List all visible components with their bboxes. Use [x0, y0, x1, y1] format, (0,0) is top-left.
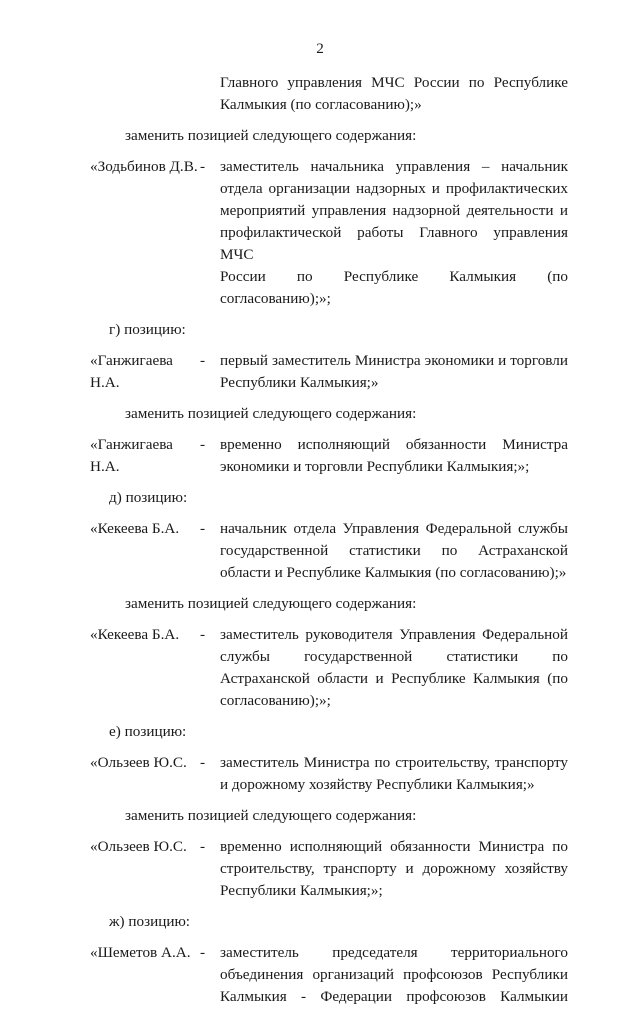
word: Республике [343, 268, 419, 285]
entry-description-main: заместитель начальника управления – начальник отдела организации надзорных и профилактических мероприятий управления надзорной деятельности и профилактической работы Главного управления МЧС [220, 158, 568, 263]
entry-description: временно исполняющий обязанности Министра экономики и торговли Республики Калмыкия;»; [220, 436, 568, 475]
item-g-heading: г) позицию: [109, 321, 186, 338]
entry-dash: - [200, 626, 206, 643]
entry-description-line-2: объединения организаций профсоюзов Республики [220, 966, 568, 983]
entry-dash: - [200, 158, 206, 175]
word: России [220, 268, 266, 285]
entry-name: «Кекеева Б.А. [90, 626, 180, 643]
entry-dash: - [200, 520, 206, 537]
entry-olzeev-old [0, 752, 640, 796]
entry-description-end: согласованию);»; [220, 290, 331, 307]
replace-instruction-1: заменить позицией следующего содержания: [125, 127, 417, 144]
entry-name: «Зодьбинов Д.В. [90, 158, 198, 175]
entry-description: временно исполняющий обязанности Министра по строительству, транспорту и дорожному хозяйству Республики Калмыкия;»; [220, 838, 568, 899]
entry-dash: - [200, 944, 206, 961]
entry-name: «Ользеев Ю.С. [90, 838, 187, 855]
entry-olzeev-new [0, 836, 640, 902]
page-number: 2 [316, 40, 324, 57]
entry-ganzhigaeva-old [0, 350, 640, 394]
replace-instruction-3: заменить позицией следующего содержания: [125, 595, 417, 612]
entry-shemetov-old [0, 942, 640, 1008]
entry-name-line-1: «Ганжигаева [90, 352, 173, 369]
replace-instruction-4: заменить позицией следующего содержания: [125, 807, 417, 824]
entry-name: «Ользеев Ю.С. [90, 754, 187, 771]
document-body [0, 72, 640, 1014]
entry-description-line-3: Калмыкия - Федерации профсоюзов Калмыкии [220, 988, 568, 1005]
entry-name-line-2: Н.А. [90, 374, 120, 391]
entry-name [90, 434, 200, 478]
entry-description: заместитель Министра по строительству, транспорту и дорожному хозяйству Республики Калмыкия;» [220, 754, 568, 793]
entry-name: «Кекеева Б.А. [90, 520, 180, 537]
entry-description-spread-line [220, 266, 568, 288]
item-e-heading: е) позицию: [109, 723, 187, 740]
entry-description: начальник отдела Управления Федеральной службы государственной статистики по Астраханской области и Республике Калмыкия (по согласованию);» [220, 520, 568, 581]
entry-name-line-1: «Ганжигаева [90, 436, 173, 453]
entry-description: заместитель руководителя Управления Федеральной службы государственной статистики по Астраханской области и Республике Калмыкия (по согласованию);»; [220, 626, 568, 709]
entry-description-line-1: заместитель председателя территориального [220, 944, 568, 961]
entry-description [220, 156, 568, 310]
entry-name [90, 350, 200, 394]
entry-zodbinov-new [0, 156, 640, 310]
entry-ganzhigaeva-new [0, 434, 640, 478]
entry-dash: - [200, 754, 206, 771]
word: (по [547, 268, 568, 285]
item-zh-heading: ж) позицию: [109, 913, 191, 930]
entry-dash: - [200, 838, 206, 855]
replace-instruction-2: заменить позицией следующего содержания: [125, 405, 417, 422]
entry-dash: - [200, 352, 206, 369]
word: по [296, 268, 313, 285]
entry-dash: - [200, 436, 206, 453]
entry-kekeeva-new [0, 624, 640, 712]
entry-name-line-2: Н.А. [90, 458, 120, 475]
entry-kekeeva-old [0, 518, 640, 584]
item-d-heading: д) позицию: [109, 489, 188, 506]
entry-name: «Шеметов А.А. [90, 944, 191, 961]
continuation-line-1: Главного управления МЧС России по Республике [220, 74, 568, 91]
continuation-line-2: Калмыкия (по согласованию);» [220, 96, 422, 113]
word: Калмыкия [449, 268, 517, 285]
entry-description [220, 942, 568, 1008]
entry-description: первый заместитель Министра экономики и торговли Республики Калмыкия;» [220, 352, 568, 391]
